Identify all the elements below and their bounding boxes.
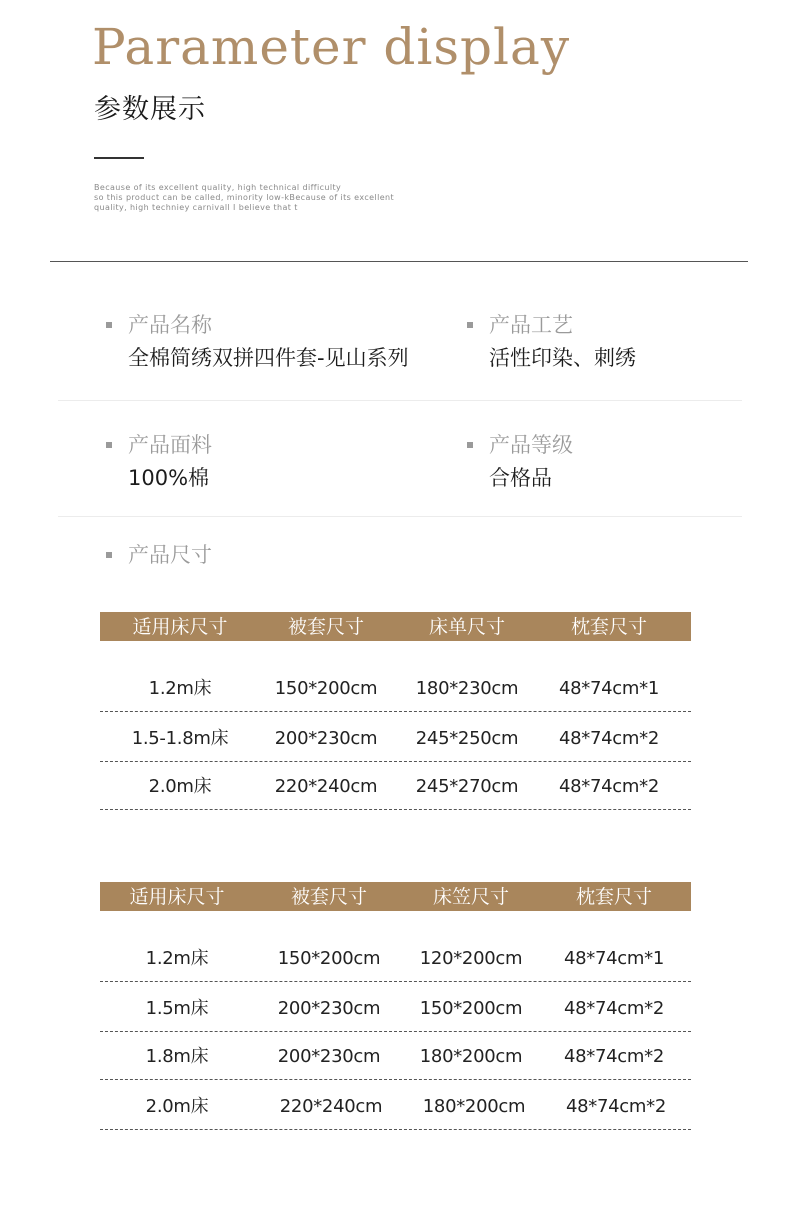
- table-cell: 245*270cm: [415, 776, 519, 797]
- table-cell: 180*200cm: [422, 1096, 526, 1117]
- table-row: [100, 932, 691, 982]
- title-chinese: 参数展示: [94, 94, 206, 125]
- table-cell: 150*200cm: [277, 948, 381, 969]
- table-cell: 200*230cm: [277, 1046, 381, 1067]
- bullet-icon: [106, 442, 112, 448]
- size-table-fitted: [100, 882, 691, 1132]
- param-product-fabric: [106, 430, 212, 493]
- table-cell: 48*74cm*2: [566, 1096, 666, 1117]
- table-cell: 48*74cm*1: [559, 678, 659, 699]
- table-cell: 220*240cm: [279, 1096, 383, 1117]
- param-label: 产品名称: [128, 313, 212, 337]
- table-cell: 120*200cm: [419, 948, 523, 969]
- table-header-cell: 床单尺寸: [428, 616, 506, 638]
- table-cell: 48*74cm*1: [564, 948, 664, 969]
- param-product-grade: [467, 430, 573, 493]
- param-label: 产品面料: [128, 433, 212, 457]
- table-cell: 48*74cm*2: [564, 998, 664, 1019]
- table-row: [100, 982, 691, 1032]
- table-cell: 48*74cm*2: [564, 1046, 664, 1067]
- table-cell: 1.5m床: [145, 998, 209, 1019]
- param-product-size: [106, 540, 212, 570]
- table-cell: 150*200cm: [419, 998, 523, 1019]
- description-text: [94, 183, 454, 213]
- table-cell: 48*74cm*2: [559, 728, 659, 749]
- table-cell: 245*250cm: [415, 728, 519, 749]
- table-header: [100, 612, 691, 641]
- table-cell: 200*230cm: [274, 728, 378, 749]
- table-row: [100, 1080, 691, 1130]
- param-product-name: [106, 310, 409, 373]
- section-divider: [50, 261, 748, 262]
- param-value: 活性印染、刺绣: [489, 346, 636, 370]
- table-row: [100, 1030, 691, 1080]
- table-row: [100, 760, 691, 810]
- table-header-cell: 枕套尺寸: [575, 886, 653, 908]
- param-label: 产品等级: [489, 433, 573, 457]
- table-row: [100, 662, 691, 712]
- table-cell: 200*230cm: [277, 998, 381, 1019]
- table-cell: 1.8m床: [145, 1046, 209, 1067]
- param-value: 合格品: [489, 466, 552, 490]
- table-cell: 1.2m床: [148, 678, 212, 699]
- param-value: 100%棉: [128, 466, 210, 490]
- row-divider: [58, 400, 742, 401]
- table-cell: 1.2m床: [145, 948, 209, 969]
- bullet-icon: [467, 442, 473, 448]
- param-label: 产品工艺: [489, 313, 573, 337]
- table-cell: 2.0m床: [145, 1096, 209, 1117]
- param-value: 全棉简绣双拼四件套-见山系列: [128, 346, 409, 370]
- table-cell: 150*200cm: [274, 678, 378, 699]
- bullet-icon: [106, 322, 112, 328]
- bullet-icon: [467, 322, 473, 328]
- description-line: quality, high techniey carnivall I believe that t: [94, 203, 298, 212]
- table-cell: 48*74cm*2: [559, 776, 659, 797]
- title-english: Parameter display: [92, 18, 571, 76]
- table-header-cell: 枕套尺寸: [570, 616, 648, 638]
- table-row: [100, 712, 691, 762]
- table-header-cell: 被套尺寸: [287, 616, 365, 638]
- table-header-cell: 被套尺寸: [290, 886, 368, 908]
- description-line: Because of its excellent quality, high technical difficulty: [94, 183, 342, 192]
- param-label: 产品尺寸: [128, 543, 212, 567]
- table-header-cell: 适用床尺寸: [129, 886, 225, 908]
- table-header: [100, 882, 691, 911]
- bullet-icon: [106, 552, 112, 558]
- table-cell: 180*200cm: [419, 1046, 523, 1067]
- table-header-cell: 适用床尺寸: [132, 616, 228, 638]
- param-product-process: [467, 310, 636, 373]
- size-table-sheet: [100, 612, 691, 812]
- table-cell: 2.0m床: [148, 776, 212, 797]
- table-cell: 180*230cm: [415, 678, 519, 699]
- row-divider: [58, 516, 742, 517]
- table-header-cell: 床笠尺寸: [432, 886, 510, 908]
- description-line: so this product can be called, minority low-kBecause of its excellent: [94, 193, 395, 202]
- table-cell: 1.5-1.8m床: [131, 728, 229, 749]
- title-underline: [94, 157, 144, 159]
- table-cell: 220*240cm: [274, 776, 378, 797]
